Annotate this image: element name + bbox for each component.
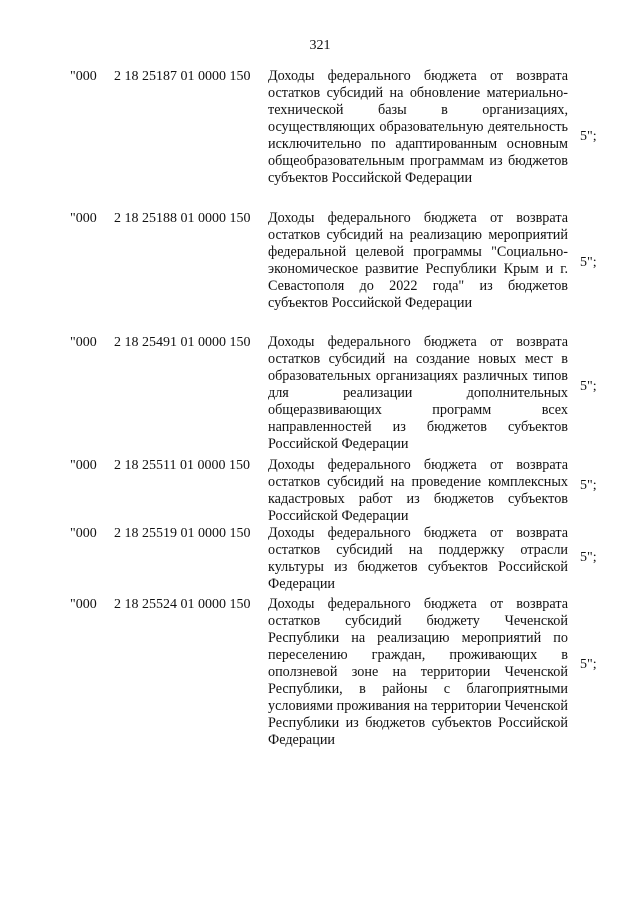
row-description: Доходы федерального бюджета от возврата остатков субсидий на реализацию мероприятий федеральной целевой программы "Социально-экономическое развитие Республики Крым и г. Севастополя до 2022 года" из бюджетов субъектов Российской Федерации <box>268 210 568 311</box>
row-tail: 5"; <box>580 129 597 144</box>
code-prefix: "000 <box>70 458 97 473</box>
row-description: Доходы федерального бюджета от возврата остатков субсидий на поддержку отрасли культуры из бюджетов субъектов Российской Федерации <box>268 525 568 592</box>
classification-table <box>0 68 640 758</box>
code-prefix: "000 <box>70 69 97 84</box>
table-row <box>0 210 640 332</box>
budget-code: 2 18 25491 01 0000 150 <box>114 335 251 350</box>
row-description: Доходы федерального бюджета от возврата остатков субсидий на обновление материально-технической базы в организациях, осуществляющих образовательную деятельность исключительно по адаптированным основным общеобразовательным программам из бюджетов субъектов Российской Федерации <box>268 68 568 186</box>
code-prefix: "000 <box>70 211 97 226</box>
budget-code: 2 18 25511 01 0000 150 <box>114 458 250 473</box>
row-tail: 5"; <box>580 379 597 394</box>
budget-code: 2 18 25519 01 0000 150 <box>114 526 251 541</box>
table-row <box>0 596 640 756</box>
row-tail: 5"; <box>580 478 597 493</box>
row-description: Доходы федерального бюджета от возврата остатков субсидий на проведение комплексных кадастровых работ из бюджетов субъектов Российской Федерации <box>268 457 568 524</box>
table-row <box>0 334 640 455</box>
code-prefix: "000 <box>70 335 97 350</box>
table-row <box>0 68 640 208</box>
table-row <box>0 525 640 594</box>
page-number: 321 <box>309 38 331 53</box>
code-prefix: "000 <box>70 597 97 612</box>
row-description: Доходы федерального бюджета от возврата остатков субсидий бюджету Чеченской Республики на реализацию мероприятий по переселению граждан, проживающих в оползневой зоне на территории Чеченской Республики, в районы с благоприятными условиями проживания на территории Чеченской Республики из бюджетов субъектов Российской Федерации <box>268 596 568 748</box>
row-description: Доходы федерального бюджета от возврата остатков субсидий на создание новых мест в образовательных организациях различных типов для реализации дополнительных общеразвивающих программ всех направленностей из бюджетов субъектов Российской Федерации <box>268 334 568 452</box>
row-tail: 5"; <box>580 657 597 672</box>
row-tail: 5"; <box>580 550 597 565</box>
table-row <box>0 457 640 523</box>
row-tail: 5"; <box>580 255 597 270</box>
budget-code: 2 18 25524 01 0000 150 <box>114 597 251 612</box>
code-prefix: "000 <box>70 526 97 541</box>
budget-code: 2 18 25187 01 0000 150 <box>114 69 251 84</box>
budget-code: 2 18 25188 01 0000 150 <box>114 211 251 226</box>
